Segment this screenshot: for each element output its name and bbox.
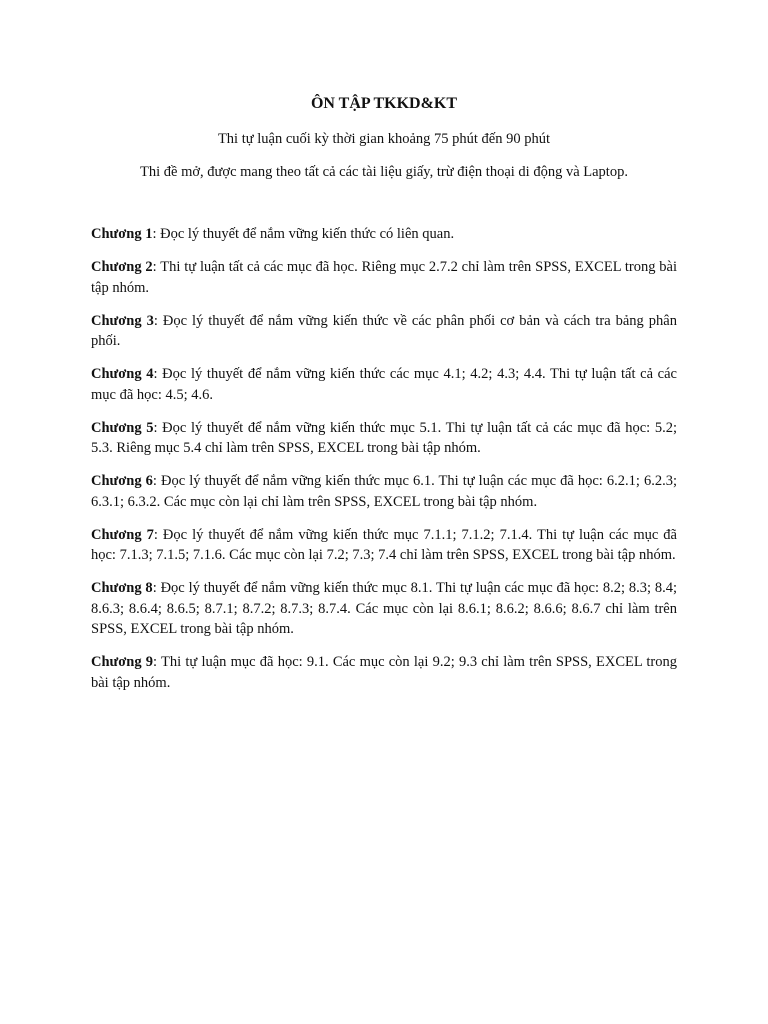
chapter-1-paragraph bbox=[91, 224, 677, 245]
chapter-7-label: Chương 7 bbox=[91, 526, 154, 543]
chapter-8-paragraph bbox=[91, 578, 677, 640]
chapter-9-paragraph bbox=[91, 652, 677, 693]
chapter-4-text: : Đọc lý thuyết để nắm vững kiến thức các mục 4.1; 4.2; 4.3; 4.4. Thi tự luận tất cả các mục đã học: 4.5; 4.6. bbox=[91, 366, 677, 403]
chapter-3-label: Chương 3 bbox=[91, 312, 154, 329]
exam-materials-note: Thi đề mở, được mang theo tất cả các tài liệu giấy, trừ điện thoại di động và Laptop. bbox=[140, 164, 628, 180]
chapter-3-paragraph bbox=[91, 311, 677, 352]
chapter-5-paragraph bbox=[91, 418, 677, 459]
chapter-7-text: : Đọc lý thuyết để nắm vững kiến thức mục 7.1.1; 7.1.2; 7.1.4. Thi tự luận các mục đã học: 7.1.3; 7.1.5; 7.1.6. Các mục còn lại 7.2; 7.3; 7.4 chỉ làm trên SPSS, EXCEL trong bài tập nhóm. bbox=[91, 526, 677, 563]
chapter-6-text: : Đọc lý thuyết để nắm vững kiến thức mục 6.1. Thi tự luận các mục đã học: 6.2.1; 6.2.3; 6.3.1; 6.3.2. Các mục còn lại chỉ làm trên SPSS, EXCEL trong bài tập nhóm. bbox=[91, 473, 677, 510]
exam-duration-note: Thi tự luận cuối kỳ thời gian khoảng 75 phút đến 90 phút bbox=[217, 131, 551, 147]
chapter-4-paragraph bbox=[91, 364, 677, 405]
chapter-list bbox=[91, 224, 677, 693]
chapter-2-paragraph bbox=[91, 257, 677, 298]
chapter-2-text: : Thi tự luận tất cả các mục đã học. Riêng mục 2.7.2 chỉ làm trên SPSS, EXCEL trong bài tập nhóm. bbox=[91, 259, 677, 296]
chapter-5-label: Chương 5 bbox=[91, 419, 154, 436]
chapter-9-label: Chương 9 bbox=[91, 654, 154, 670]
chapter-6-paragraph bbox=[91, 471, 677, 512]
chapter-9-text: : Thi tự luận mục đã học: 9.1. Các mục còn lại 9.2; 9.3 chỉ làm trên SPSS, EXCEL trong bài tập nhóm. bbox=[91, 654, 677, 691]
chapter-6-label: Chương 6 bbox=[91, 473, 153, 489]
chapter-1-text: : Đọc lý thuyết để nắm vững kiến thức có liên quan. bbox=[152, 226, 455, 242]
chapter-3-text: : Đọc lý thuyết để nắm vững kiến thức về các phân phối cơ bản và cách tra bảng phân phối. bbox=[91, 312, 677, 349]
chapter-7-paragraph bbox=[91, 525, 677, 566]
document-title: ÔN TẬP TKKD&KT bbox=[310, 95, 458, 112]
chapter-8-text: : Đọc lý thuyết để nắm vững kiến thức mục 8.1. Thi tự luận các mục đã học: 8.2; 8.3; 8.4; 8.6.3; 8.6.4; 8.6.5; 8.7.1; 8.7.2; 8.7.3; 8.7.4. Các mục còn lại 8.6.1; 8.6.2; 8.6.6; 8.6.7 chỉ làm trên SPSS, EXCEL trong bài tập nhóm. bbox=[91, 580, 677, 637]
chapter-8-label: Chương 8 bbox=[91, 580, 153, 596]
chapter-2-label: Chương 2 bbox=[91, 259, 153, 275]
chapter-1-label: Chương 1 bbox=[91, 226, 153, 242]
chapter-5-text: : Đọc lý thuyết để nắm vững kiến thức mục 5.1. Thi tự luận tất cả các mục đã học: 5.2; 5.3. Riêng mục 5.4 chỉ làm trên SPSS, EXCEL trong bài tập nhóm. bbox=[91, 419, 677, 456]
chapter-4-label: Chương 4 bbox=[91, 366, 154, 382]
